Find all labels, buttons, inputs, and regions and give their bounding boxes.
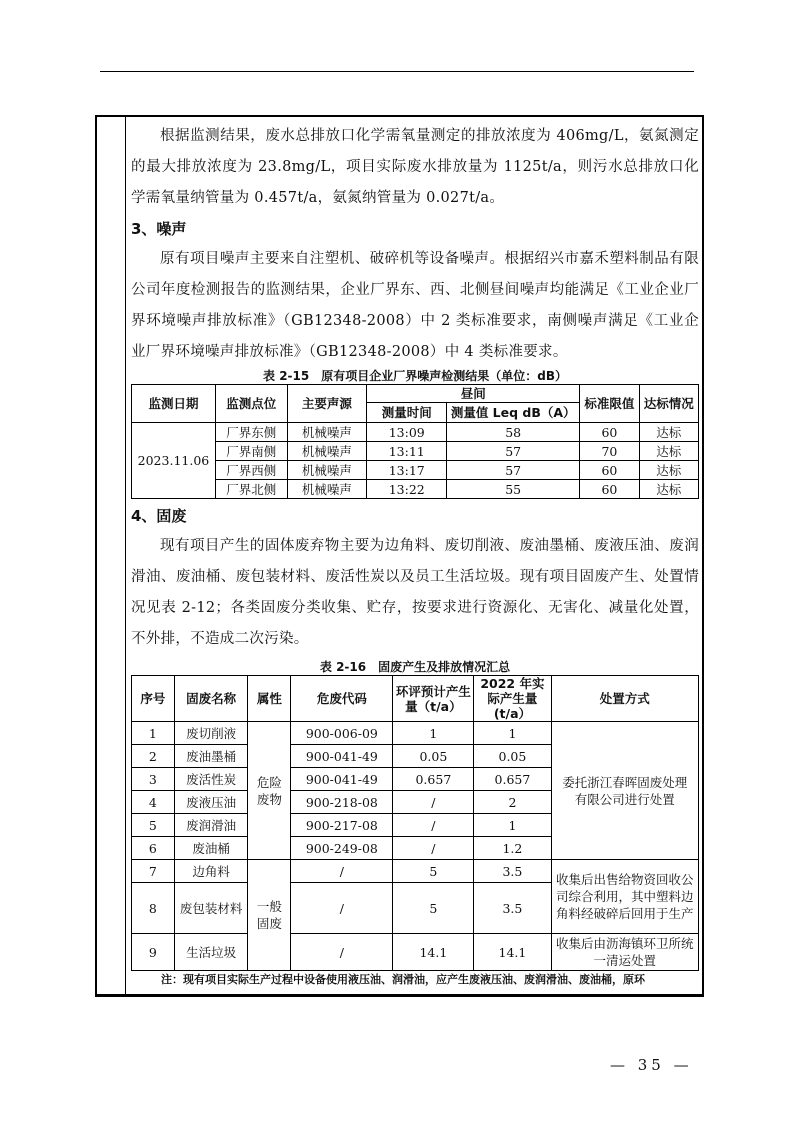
solid-waste-paragraph: 现有项目产生的固体废弃物主要为边角料、废切削液、废油墨桶、废液压油、废润滑油、废油桶、废包装材料、废活性炭以及员工生活垃圾。现有项目固废产生、处置情况见表 2-12；各类固废分类收集、贮存，按要求进行资源化、无害化、减量化处置，不外排，不造成二次污染。 (131, 538, 699, 647)
cell-actual: 14.1 (474, 934, 551, 971)
cell-attr-hazardous: 危险废物 (248, 722, 291, 860)
cell-value: 57 (447, 442, 580, 461)
cell-value: 55 (447, 480, 580, 499)
cell-code: 900-218-08 (291, 791, 393, 814)
cell-limit: 60 (580, 461, 639, 480)
table-row (132, 480, 699, 499)
col-header-estimate: 环评预计产生量（t/a） (393, 676, 474, 722)
cell-disposal-hazardous: 委托浙江春晖固废处理有限公司进行处置 (551, 722, 698, 860)
col-header-time: 测量时间 (367, 403, 447, 423)
col-header-value: 测量值 Leq dB（A） (447, 403, 580, 423)
cell-estimate: 0.657 (393, 768, 474, 791)
cell-name: 边角料 (174, 860, 248, 883)
cell-point: 厂界东侧 (215, 423, 287, 442)
cell-name: 废切削液 (174, 722, 248, 745)
cell-code: / (291, 883, 393, 934)
cell-no: 2 (132, 745, 175, 768)
cell-name: 废活性炭 (174, 768, 248, 791)
cell-estimate: / (393, 814, 474, 837)
cell-actual: 1 (474, 722, 551, 745)
noise-table (131, 384, 699, 499)
cell-limit: 60 (580, 423, 639, 442)
cell-code: 900-006-09 (291, 722, 393, 745)
cell-no: 1 (132, 722, 175, 745)
cell-actual: 0.657 (474, 768, 551, 791)
solid-waste-heading: 4、固废 (131, 507, 187, 525)
cell-point: 厂界西侧 (215, 461, 287, 480)
cell-no: 9 (132, 934, 175, 971)
cell-estimate: 5 (393, 883, 474, 934)
header-rule (100, 71, 694, 72)
cell-value: 57 (447, 461, 580, 480)
cell-source: 机械噪声 (287, 480, 367, 499)
cell-code: 900-217-08 (291, 814, 393, 837)
cell-name: 废油桶 (174, 837, 248, 860)
cell-time: 13:09 (367, 423, 447, 442)
cell-no: 8 (132, 883, 175, 934)
cell-point: 厂界南侧 (215, 442, 287, 461)
table-row (132, 860, 699, 883)
cell-code: / (291, 934, 393, 971)
cell-time: 13:22 (367, 480, 447, 499)
cell-value: 58 (447, 423, 580, 442)
solid-waste-table (131, 675, 699, 971)
table-note: 注：现有项目实际生产过程中设备使用液压油、润滑油，应产生废液压油、废润滑油、废油桶，原环 (161, 973, 645, 986)
cell-point: 厂界北侧 (215, 480, 287, 499)
cell-name: 废包装材料 (174, 883, 248, 934)
cell-no: 4 (132, 791, 175, 814)
cell-attr-general: 一般固废 (248, 860, 291, 971)
cell-no: 5 (132, 814, 175, 837)
cell-status: 达标 (639, 480, 698, 499)
cell-actual: 1 (474, 814, 551, 837)
cell-actual: 1.2 (474, 837, 551, 860)
cell-code: 900-041-49 (291, 745, 393, 768)
cell-source: 机械噪声 (287, 461, 367, 480)
col-header-code: 危废代码 (291, 676, 393, 722)
cell-actual: 2 (474, 791, 551, 814)
table-row (132, 722, 699, 745)
cell-actual: 3.5 (474, 883, 551, 934)
table-row (132, 461, 699, 480)
col-header-daytime: 昼间 (367, 385, 580, 403)
page-number: — 35 — (610, 1056, 693, 1074)
cell-code: 900-041-49 (291, 768, 393, 791)
col-header-attr: 属性 (248, 676, 291, 722)
cell-code: / (291, 860, 393, 883)
cell-estimate: 1 (393, 722, 474, 745)
table-row (132, 934, 699, 971)
table-row (132, 423, 699, 442)
cell-source: 机械噪声 (287, 423, 367, 442)
water-paragraph: 根据监测结果，废水总排放口化学需氧量测定的排放浓度为 406mg/L，氨氮测定的最大排放浓度为 23.8mg/L，项目实际废水排放量为 1125t/a，则污水总排放口化学需氧量纳管量为 0.457t/a，氨氮纳管量为 0.027t/a。 (131, 128, 699, 206)
col-header-no: 序号 (132, 676, 175, 722)
cell-no: 7 (132, 860, 175, 883)
col-header-status: 达标情况 (639, 385, 698, 423)
cell-status: 达标 (639, 423, 698, 442)
noise-paragraph: 原有项目噪声主要来自注塑机、破碎机等设备噪声。根据绍兴市嘉禾塑料制品有限公司年度检测报告的监测结果，企业厂界东、西、北侧昼间噪声均能满足《工业企业厂界环境噪声排放标准》（GB12348-2008）中 2 类标准要求，南侧噪声满足《工业企业厂界环境噪声排放标准》（GB12348-2008）中 4 类标准要求。 (131, 251, 699, 360)
frame-divider (125, 117, 126, 994)
col-header-disposal: 处置方式 (551, 676, 698, 722)
noise-heading: 3、噪声 (131, 220, 187, 238)
content-frame (95, 115, 704, 997)
cell-time: 13:11 (367, 442, 447, 461)
cell-limit: 70 (580, 442, 639, 461)
col-header-name: 固废名称 (174, 676, 248, 722)
col-header-source: 主要声源 (287, 385, 367, 423)
cell-name: 废润滑油 (174, 814, 248, 837)
col-header-point: 监测点位 (215, 385, 287, 423)
noise-table-caption: 表 2-15 原有项目企业厂界噪声检测结果（单位：dB） (263, 369, 567, 383)
cell-status: 达标 (639, 442, 698, 461)
col-header-actual: 2022 年实际产生量(t/a） (474, 676, 551, 722)
cell-name: 废液压油 (174, 791, 248, 814)
cell-limit: 60 (580, 480, 639, 499)
cell-estimate: / (393, 837, 474, 860)
cell-name: 废油墨桶 (174, 745, 248, 768)
cell-actual: 3.5 (474, 860, 551, 883)
col-header-limit: 标准限值 (580, 385, 639, 423)
cell-actual: 0.05 (474, 745, 551, 768)
cell-code: 900-249-08 (291, 837, 393, 860)
cell-time: 13:17 (367, 461, 447, 480)
cell-estimate: 5 (393, 860, 474, 883)
cell-source: 机械噪声 (287, 442, 367, 461)
table-row (132, 442, 699, 461)
cell-date: 2023.11.06 (132, 423, 216, 499)
cell-estimate: 0.05 (393, 745, 474, 768)
cell-no: 3 (132, 768, 175, 791)
cell-estimate: / (393, 791, 474, 814)
solid-table-caption: 表 2-16 固废产生及排放情况汇总 (319, 660, 511, 674)
cell-no: 6 (132, 837, 175, 860)
cell-status: 达标 (639, 461, 698, 480)
cell-disposal-garbage: 收集后由沥海镇环卫所统一清运处置 (551, 934, 698, 971)
col-header-date: 监测日期 (132, 385, 216, 423)
cell-disposal-scrap: 收集后出售给物资回收公司综合利用，其中塑料边角料经破碎后回用于生产 (551, 860, 698, 934)
content-body (131, 121, 699, 989)
cell-estimate: 14.1 (393, 934, 474, 971)
cell-name: 生活垃圾 (174, 934, 248, 971)
